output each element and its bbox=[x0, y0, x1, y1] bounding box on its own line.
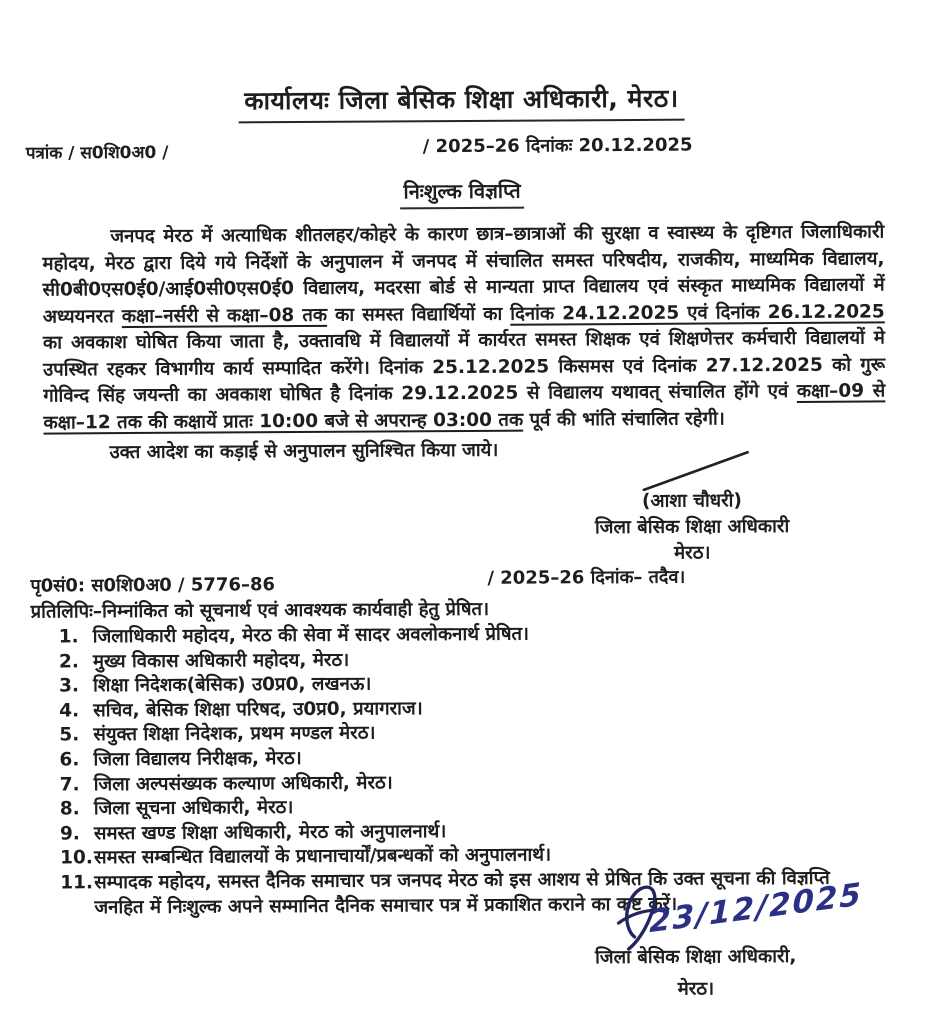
list-item-number: 9. bbox=[59, 823, 80, 845]
list-item-number: 5. bbox=[59, 724, 80, 746]
underlined-text-run: कक्षा–नर्सरी से कक्षा–08 तक bbox=[121, 304, 328, 327]
list-item-text: समस्त खण्ड शिक्षा अधिकारी, मेरठ को अनुपालनार्थ। bbox=[93, 820, 447, 845]
notice-body-block bbox=[42, 219, 885, 464]
list-item-text: मुख्य विकास अधिकारी महोदय, मेरठ। bbox=[92, 649, 350, 672]
signatory-title: जिला बेसिक शिक्षा अधिकारी bbox=[594, 516, 790, 539]
signatory-place: मेरठ। bbox=[673, 542, 711, 564]
list-item-text: शिक्षा निदेशक(बेसिक) उ0प्र0, लखनऊ। bbox=[92, 673, 372, 697]
compliance-order-line: उक्त आदेश का कड़ाई से अनुपालन सुनिश्चित किया जाये। bbox=[109, 439, 499, 464]
list-item-text: सम्पादक महोदय, समस्त दैनिक समाचार पत्र जनपद मेरठ को इस आशय से प्रेषित कि उक्त सूचना की विज्ञप्ति जनहित में निःशुल्क अपने सम्मानित दैनिक समाचार पत्र में प्रकाशित कराने का कष्ट करें। bbox=[94, 867, 830, 918]
list-item-text: जिला सूचना अधिकारी, मेरठ। bbox=[93, 797, 294, 820]
list-item-text: समस्त सम्बन्धित विद्यालयों के प्रधानाचार्यों/प्रबन्धकों को अनुपालनार्थ। bbox=[94, 844, 552, 869]
list-item-text: जिला अल्पसंख्यक कल्याण अधिकारी, मेरठ। bbox=[93, 772, 393, 795]
list-item-number: 11. bbox=[60, 872, 94, 894]
list-item-number: 6. bbox=[59, 749, 80, 771]
list-item-text: संयुक्त शिक्षा निदेशक, प्रथम मण्डल मेरठ। bbox=[93, 722, 376, 746]
list-item-text: जिलाधिकारी महोदय, मेरठ की सेवा में सादर अवलोकनार्थ प्रेषित। bbox=[92, 623, 530, 648]
office-title: कार्यालयः जिला बेसिक शिक्षा अधिकारी, मेरठ। bbox=[238, 81, 685, 124]
handwritten-date: 23/12/2025 bbox=[649, 876, 863, 941]
letter-number-prefix: पत्रांक / स0शि0अ0 / bbox=[25, 142, 169, 164]
list-item-text: जिला विद्यालय निरीक्षक, मेरठ। bbox=[93, 747, 302, 771]
notice-subject: निःशुल्क विज्ञप्ति bbox=[400, 177, 523, 210]
endorsement-number: पृ0सं0: स0शि0अ0 / 5776–86 bbox=[30, 574, 276, 597]
body-text-run: जनपद मेरठ में अत्याधिक शीतलहर/कोहरे के कारण छात्र–छात्राओं की सुरक्षा व स्वास्थ्य के दृष्टिगत जिलाधिकारी महोदय, मेरठ द्वारा दिये गये निर्देशों के अनुपालन में जनपद में संचालित समस्त परिषदीय, राजकीय, माध्यमिक विद्यालय, सी0बी0एस0ई0/आई0सी0एस0ई0 विद्यालय, मदरसा बोर्ड से मान्यता प्राप्त विद्यालय एवं संस्कृत माध्यमिक विद्यालयों में अध्ययनरत bbox=[42, 221, 885, 328]
notice-body-paragraph bbox=[42, 219, 885, 436]
handwritten-signature bbox=[614, 876, 863, 951]
copy-to-heading: प्रतिलिपिः–निम्नांकित को सूचनार्थ एवं आवश्यक कार्यवाही हेतु प्रेषित। bbox=[30, 598, 490, 623]
body-text-run: का अवकाश घोषित किया जाता है, उक्तावधि में विद्यालयों में कार्यरत समस्त शिक्षक एवं शिक्षणेत्तर कर्मचारी विद्यालयों मे उपस्थित रहकर विभागीय कार्य सम्पादित करेंगे। दिनांक 25.12.2025 किसमस एवं दिनांक 27.12.2025 को गुरू गोविन्द सिंह जयन्ती का अवकाश घोषित है दिनांक 29.12.2025 से विद्यालय यथावत् संचालित होंगे एवं bbox=[42, 327, 886, 407]
list-item-number: 2. bbox=[58, 650, 79, 673]
list-item-number: 8. bbox=[59, 798, 80, 820]
list-item-number: 3. bbox=[58, 675, 80, 697]
signatory-title: जिला बेसिक शिक्षा अधिकारी, bbox=[594, 945, 797, 969]
letterhead bbox=[0, 79, 926, 125]
endorsement-year-and-date: / 2025–26 दिनांक– तदैव। bbox=[487, 566, 686, 589]
list-item-text: सचिव, बेसिक शिक्षा परिषद, उ0प्र0, प्रयागराज। bbox=[93, 698, 423, 722]
subject-line-wrap bbox=[0, 174, 926, 212]
letter-year-and-date: / 2025–26 दिनांकः 20.12.2025 bbox=[422, 134, 693, 158]
list-item-number: 1. bbox=[58, 626, 79, 648]
signature-block-top bbox=[577, 488, 807, 567]
body-text-run: का समस्त विद्यार्थियों का bbox=[327, 303, 511, 326]
list-item-number: 10. bbox=[60, 847, 93, 869]
signatory-place: मेरठ। bbox=[677, 978, 715, 1000]
body-text-run: पूर्व की भांति संचालित रहेगी। bbox=[523, 407, 725, 431]
signatory-name: (आशा चौधरी) bbox=[641, 490, 742, 512]
list-item-number: 7. bbox=[59, 773, 80, 796]
underlined-text-run: दिनांक 24.12.2025 एवं दिनांक 26.12.2025 bbox=[510, 300, 885, 325]
underlined-text-run: कक्षा–09 से कक्षा–12 तक की कक्षायें प्रातः 10:00 बजे से अपरान्ह 03:00 तक bbox=[43, 380, 886, 434]
list-item-number: 4. bbox=[59, 700, 80, 722]
